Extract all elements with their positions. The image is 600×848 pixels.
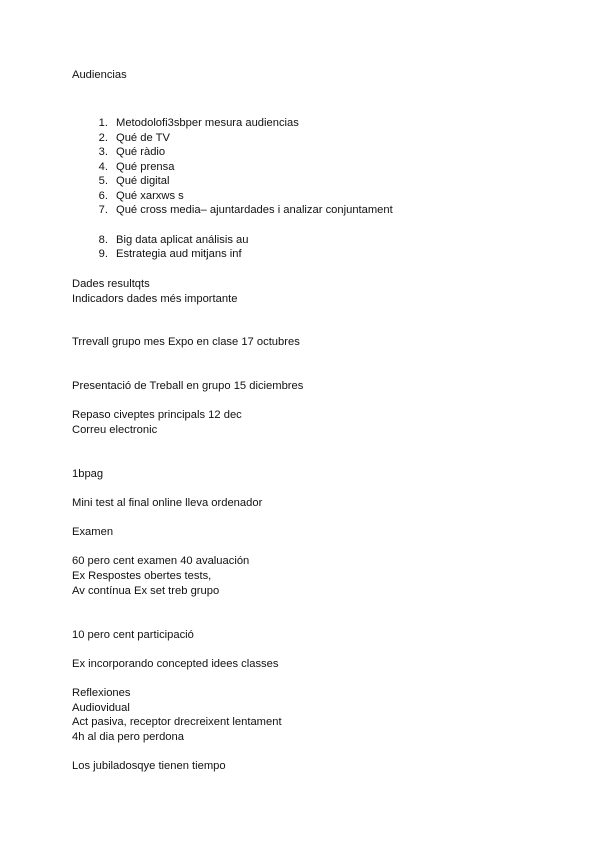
paragraph: Audiovidual: [72, 702, 130, 714]
paragraph: Ex incorporando concepted idees classes: [72, 658, 279, 670]
list-text: Qué prensa: [116, 161, 175, 173]
list-number: 5.: [98, 175, 108, 187]
list-item: [88, 160, 174, 175]
document-title: Audiencias: [72, 69, 127, 81]
paragraph: Repaso civeptes principals 12 dec: [72, 409, 242, 421]
list-item: [88, 145, 165, 160]
list-number: 3.: [98, 146, 108, 158]
list-number: 2.: [98, 132, 108, 144]
list-text: Qué digital: [116, 175, 170, 187]
paragraph: Presentació de Treball en grupo 15 diciembres: [72, 380, 304, 392]
list-number: 6.: [98, 190, 108, 202]
paragraph: Dades resultqts: [72, 278, 150, 290]
list-number: 8.: [98, 234, 108, 246]
paragraph: Av contínua Ex set treb grupo: [72, 585, 220, 597]
paragraph: Indicadors dades més importante: [72, 293, 238, 305]
list-item: [88, 189, 184, 204]
paragraph: Act pasiva, receptor drecreixent lentament: [72, 716, 282, 728]
paragraph: 10 pero cent participació: [72, 629, 194, 641]
list-text: Big data aplicat análisis au: [116, 234, 249, 246]
list-number: 7.: [98, 204, 108, 216]
list-number: 9.: [98, 248, 108, 260]
list-item: [88, 174, 170, 189]
list-text: Qué ràdio: [116, 146, 166, 158]
list-text: Qué cross media– ajuntardades i analizar conjuntament: [116, 204, 393, 216]
paragraph: Correu electronic: [72, 424, 158, 436]
paragraph: Examen: [72, 526, 114, 538]
list-item: [88, 131, 170, 146]
paragraph: 60 pero cent examen 40 avaluación: [72, 555, 250, 567]
paragraph: 4h al dia pero perdona: [72, 731, 184, 743]
list-item: [88, 247, 242, 262]
list-text: Qué xarxws s: [116, 190, 184, 202]
list-text: Metodolofi3sbper mesura audiencias: [116, 117, 299, 129]
list-number: 1.: [98, 117, 108, 129]
paragraph: Mini test al final online lleva ordenador: [72, 497, 263, 509]
list-number: 4.: [98, 161, 108, 173]
list-item: [88, 233, 248, 248]
paragraph: Los jubiladosqye tienen tiempo: [72, 760, 226, 772]
paragraph: Trrevall grupo mes Expo en clase 17 octubres: [72, 336, 300, 348]
list-text: Qué de TV: [116, 132, 170, 144]
paragraph: Ex Respostes obertes tests,: [72, 570, 212, 582]
list-item: [88, 116, 299, 131]
paragraph: Reflexiones: [72, 687, 131, 699]
list-item: [88, 203, 393, 218]
paragraph: 1bpag: [72, 468, 104, 480]
list-text: Estrategia aud mitjans inf: [116, 248, 242, 260]
